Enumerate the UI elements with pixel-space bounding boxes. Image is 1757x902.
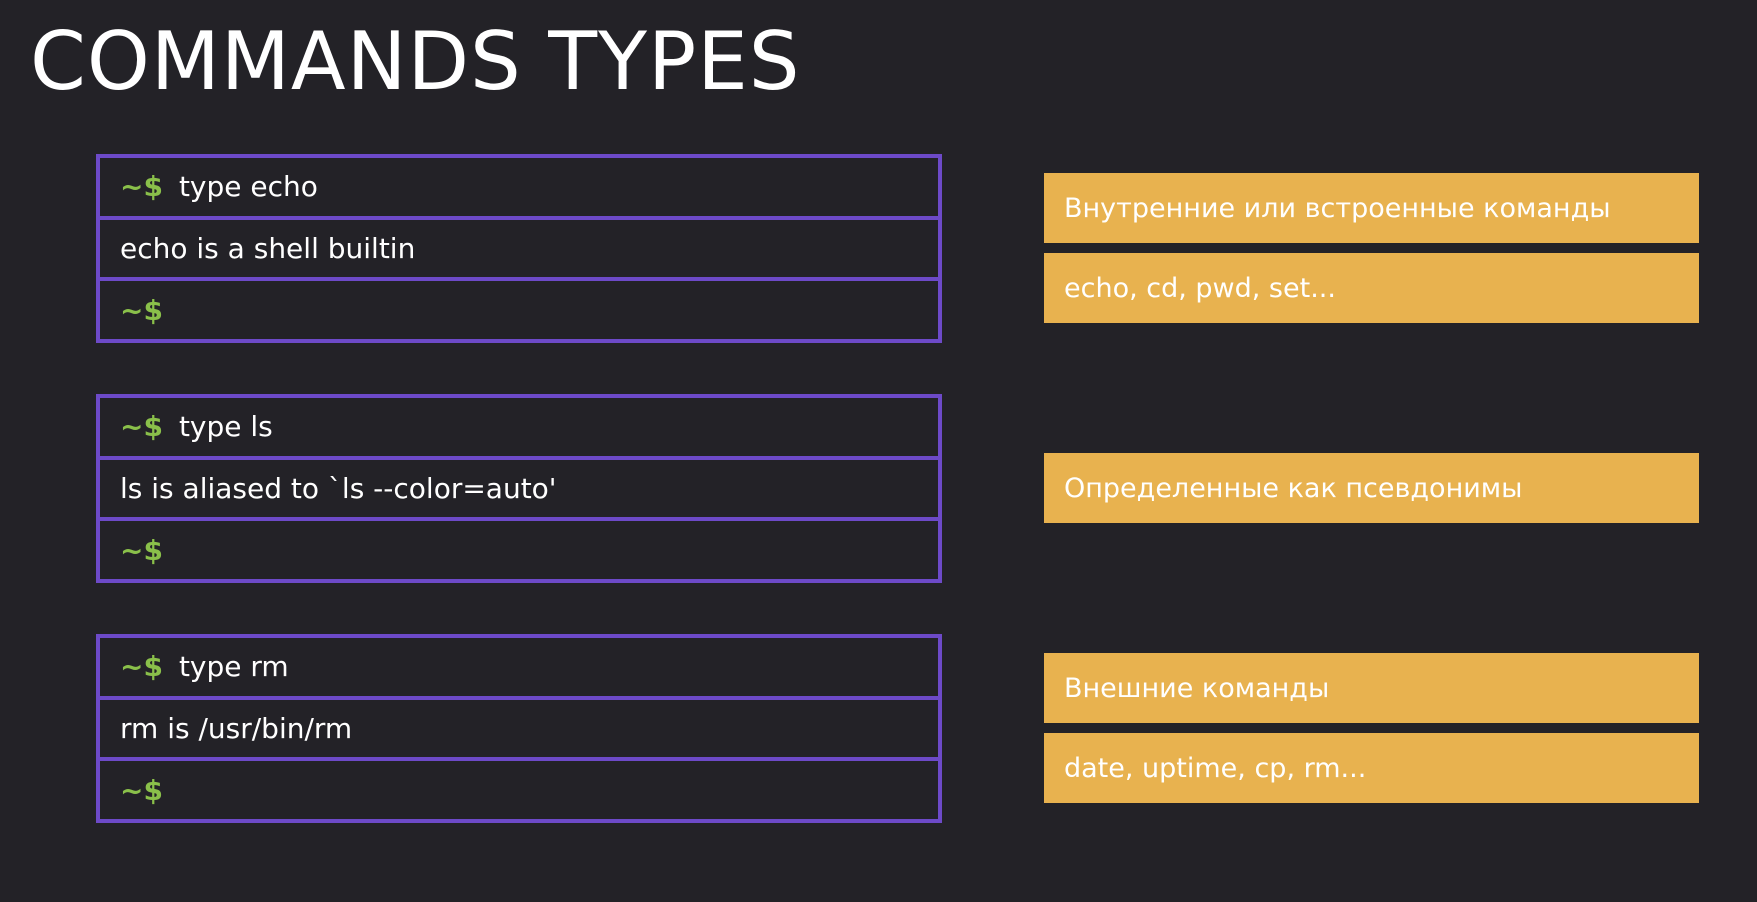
terminal-output: echo is a shell builtin	[120, 232, 416, 265]
terminal-empty-prompt-line	[100, 277, 938, 339]
builtin-commands-card: Внутренние или встроенные команды	[1044, 173, 1699, 243]
terminal-output: rm is /usr/bin/rm	[120, 712, 353, 745]
terminal-command: type ls	[178, 410, 273, 444]
external-examples-card: date, uptime, cp, rm...	[1044, 733, 1699, 803]
prompt-symbol: ~$	[120, 650, 163, 684]
external-commands-card: Внешние команды	[1044, 653, 1699, 723]
terminal-output: ls is aliased to `ls --color=auto'	[120, 472, 557, 505]
slide-title: COMMANDS TYPES	[30, 15, 801, 108]
terminal-output-line	[100, 696, 938, 758]
terminal-block-ls	[96, 394, 942, 583]
terminal-command: type rm	[178, 650, 289, 684]
terminal-command-line	[100, 638, 938, 696]
terminal-empty-prompt-line	[100, 757, 938, 819]
prompt-symbol: ~$	[120, 170, 163, 204]
terminal-output-line	[100, 216, 938, 278]
prompt-symbol: ~$	[120, 410, 163, 444]
terminal-block-rm	[96, 634, 942, 823]
terminal-empty-prompt-line	[100, 517, 938, 579]
terminal-command-line	[100, 398, 938, 456]
terminal-block-echo	[96, 154, 942, 343]
prompt-symbol: ~$	[120, 773, 163, 807]
prompt-symbol: ~$	[120, 293, 163, 327]
terminal-command-line	[100, 158, 938, 216]
terminal-output-line	[100, 456, 938, 518]
builtin-examples-card: echo, cd, pwd, set...	[1044, 253, 1699, 323]
terminal-command: type echo	[178, 170, 318, 204]
prompt-symbol: ~$	[120, 533, 163, 567]
alias-commands-card: Определенные как псевдонимы	[1044, 453, 1699, 523]
